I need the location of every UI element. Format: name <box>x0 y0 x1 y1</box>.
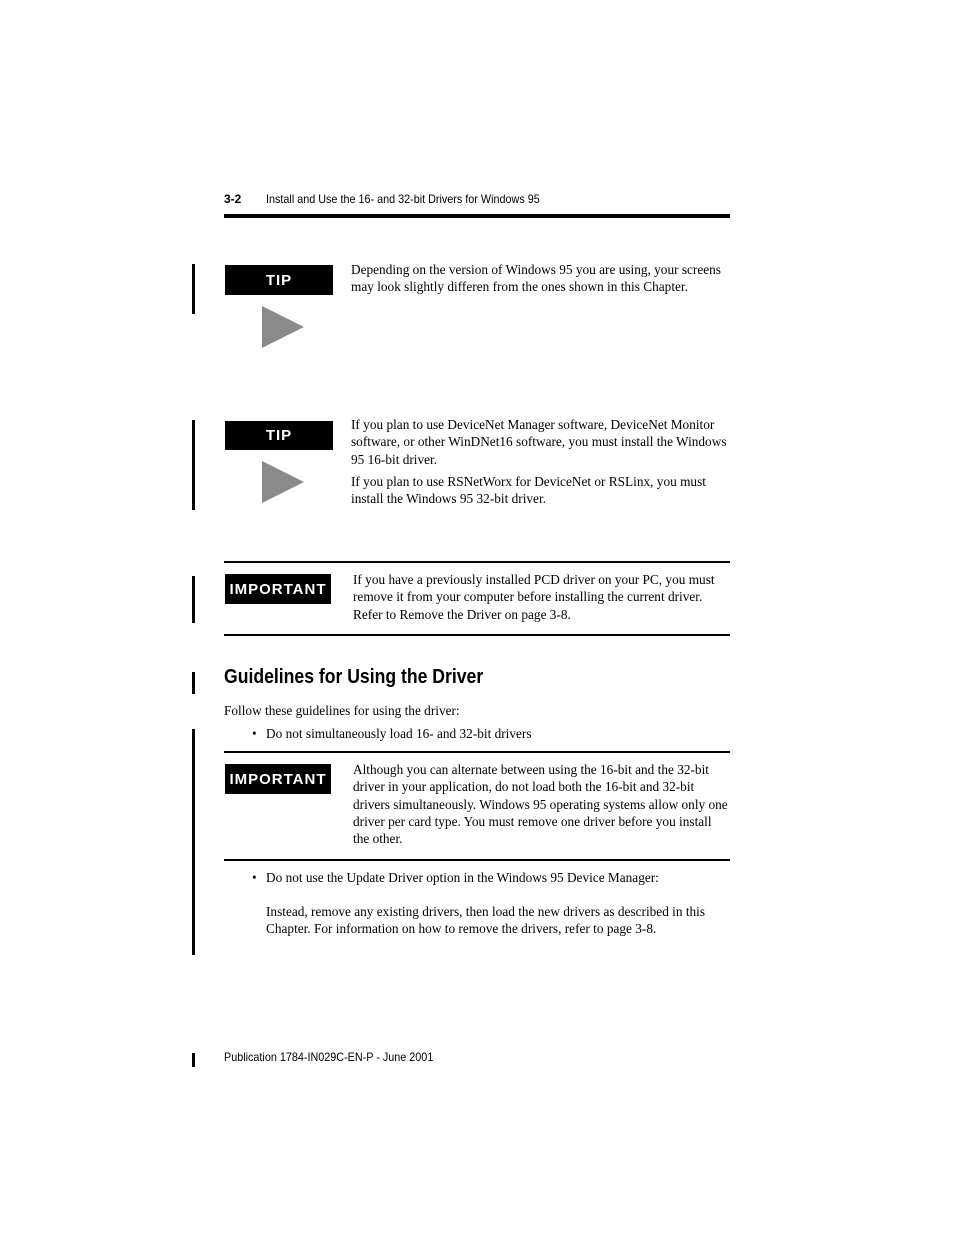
section-heading: Guidelines for Using the Driver <box>224 666 484 688</box>
list-item-followup: Instead, remove any existing drivers, then load the new drivers as described in this Chapter. For information on how to remove the drivers, refer to page 3-8. <box>266 904 706 937</box>
change-bar <box>192 729 195 955</box>
tip-label: TIP <box>225 265 333 295</box>
change-bar <box>192 576 195 623</box>
important-text: If you have a previously installed PCD driver on your PC, you must remove it from your computer before installing the current driver. Refer to Remove the Driver on page 3-8. <box>353 572 715 622</box>
running-header-title: Install and Use the 16- and 32-bit Drivers for Windows 95 <box>266 192 540 206</box>
change-bar <box>192 264 195 314</box>
bullet-icon: • <box>252 870 257 885</box>
tip-text-para2: If you plan to use RSNetWorx for DeviceNet or RSLinx, you must install the Windows 95 32-bit driver. <box>351 474 706 507</box>
section-intro: Follow these guidelines for using the driver: <box>224 703 460 718</box>
tip-label: TIP <box>225 421 333 450</box>
header-rule <box>224 214 730 218</box>
tip-arrow-icon <box>262 461 304 503</box>
tip-arrow-icon <box>262 306 304 348</box>
important-bottom-rule <box>224 859 730 861</box>
page-number: 3-2 <box>224 192 242 206</box>
change-bar <box>192 672 195 694</box>
tip-text: Depending on the version of Windows 95 you are using, your screens may look slightly differen from the ones shown in this Chapter. <box>351 262 721 295</box>
important-top-rule <box>224 751 730 753</box>
important-top-rule <box>224 561 730 563</box>
tip-text-para1: If you plan to use DeviceNet Manager software, DeviceNet Monitor software, or other WinDNet16 software, you must install the Windows 95 16-bit driver. <box>351 417 727 467</box>
bullet-icon: • <box>252 726 257 741</box>
important-bottom-rule <box>224 634 730 636</box>
important-label: IMPORTANT <box>225 574 331 604</box>
change-bar <box>192 1053 195 1067</box>
publication-footer: Publication 1784-IN029C-EN-P - June 2001 <box>224 1050 434 1064</box>
list-item-text: Do not simultaneously load 16- and 32-bit drivers <box>266 726 532 741</box>
important-text: Although you can alternate between using the 16-bit and the 32-bit driver in your application, do not load both the 16-bit and 32-bit drivers simultaneously. Windows 95 operating systems allow only one driver per card type. You must remove one driver before you install the other. <box>353 762 728 847</box>
list-item-text: Do not use the Update Driver option in the Windows 95 Device Manager: <box>266 870 659 885</box>
change-bar <box>192 420 195 510</box>
important-label: IMPORTANT <box>225 764 331 794</box>
